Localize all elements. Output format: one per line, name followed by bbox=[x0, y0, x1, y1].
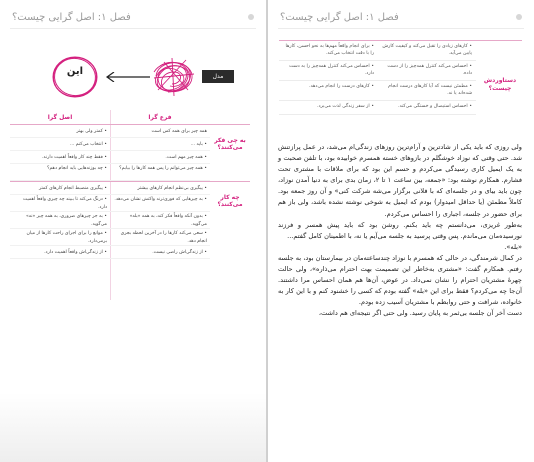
table-cell: • موانع را برای اجرای راحت کارها از میان برمی‌دارد. bbox=[10, 229, 110, 246]
table-cell: • کارهای زیادی را تقبل می‌کند و کیفیت کارش پایین می‌آید. bbox=[382, 44, 472, 56]
table-row bbox=[279, 41, 476, 61]
paragraph: «بله». bbox=[504, 242, 522, 251]
table-cell: • احساس استیصال و خستگی می‌کند. bbox=[398, 104, 472, 109]
scribble-icon bbox=[148, 54, 198, 98]
outcome-table bbox=[279, 40, 522, 115]
left-page-header bbox=[12, 9, 254, 25]
table-section-think bbox=[10, 124, 250, 181]
body-text bbox=[278, 142, 522, 320]
table-cell: • کمتر ولی بهتر bbox=[10, 125, 110, 138]
paragraph: در کمال شرمندگی، در حالی که همسرم با نوزاد چندساعته‌مان در بیمارستان بود، به جلسه رفتم. همکارم گفت: «مشتری به‌خاطر این تصمیمت بهت احترام می‌ذاره»، ولی حالت چهرهٔ مشتریان احترام را نشان نمی‌داد. در عوض، آن‌ها هم همان احساس مرا داشتند. آن‌جا چه می‌کردم؟ فقط برای این «بله» گفته بودم که کسی را خشنود کنم و با این کار به خانواده، شرافت و حتی روابطم با مشتریان آسیب زده بودم. bbox=[277, 253, 522, 307]
table-cell: • فقط چند کار واقعاً اهمیت دارند. bbox=[10, 151, 110, 164]
section-label: به چی فکر می‌کنند؟ bbox=[214, 137, 246, 151]
table-cell: • درنگ می‌کند تا ببیند چه چیزی واقعاً اهمیت دارد. bbox=[10, 195, 110, 212]
table-cell: • احساس می‌کند کنترل همه‌چیز را به دست دارد. bbox=[289, 64, 374, 76]
right-page-title: فصل ۱: اصل گرایی چیست؟ bbox=[280, 11, 399, 23]
arrow-left-icon bbox=[104, 72, 150, 82]
table-row bbox=[279, 61, 476, 81]
table-cell: • پیگیری بی‌نظم انجام کارهای بیشتر bbox=[110, 182, 210, 195]
table-cell: • بدون آنکه واقعاً فکر کند، به همه «بله» می‌گوید. bbox=[110, 212, 210, 229]
table-row bbox=[279, 101, 476, 115]
header-rule bbox=[10, 28, 256, 29]
col-header-essentialist: اصل گرا bbox=[47, 113, 73, 121]
outcome-grid bbox=[279, 41, 476, 115]
table-row bbox=[279, 81, 476, 101]
table-cell: • به چیزهایی که فوری‌ترند واکنش نشان می‌دهد. bbox=[110, 195, 210, 212]
left-page-title: فصل ۱: اصل گرایی چیست؟ bbox=[12, 11, 131, 23]
table-cell: • از زندگی‌اش راضی نیست. bbox=[110, 246, 210, 259]
table-header bbox=[10, 110, 250, 124]
header-rule bbox=[278, 28, 524, 29]
table-cell: • برای انجام واقعاً مهم‌ها به نحو احسن، کارها را با دقت انتخاب می‌کند. bbox=[285, 44, 374, 56]
table-cell: • چه بوزنه‌هایی باید انجام دهم؟ bbox=[10, 164, 110, 181]
comparison-table bbox=[10, 110, 250, 259]
paragraph: دست آخر آن جلسه بی‌ثمر به پایان رسید. ولی حتی اگر نتیجه‌ای هم داشت، bbox=[318, 309, 522, 318]
table-cell: • به جز چیزهای ضروری، به همه چیز «نه» می‌گوید. bbox=[10, 212, 110, 229]
table-column bbox=[110, 182, 210, 259]
table-cell: • انتخاب می‌کنم ... bbox=[10, 138, 110, 151]
table-cell: • همه چیز مهم است. bbox=[110, 151, 210, 164]
table-column bbox=[10, 182, 110, 259]
section-label: دستاوردش چیست؟ bbox=[483, 77, 517, 92]
right-page bbox=[267, 0, 534, 462]
table-cell: • از سفر زندگی لذت می‌برد. bbox=[316, 104, 374, 109]
table-cell: • سعی می‌کند کارها را در آخرین لحظه بجزی انجام دهد. bbox=[110, 229, 210, 246]
table-section-do bbox=[10, 181, 250, 259]
paragraph: ولی روزی که باید یکی از شادترین و آرام‌ترین روزهای زندگی‌ام می‌شد، در عمل پرازتنش شد. حتی وقتی که نوزاد خوشگلم در بازوهای خسته همسرم خوابیده بود، با تلفن صحبت و به یک ایمیل کاری رسیدگی می‌کردم و حسم این بود که برای ملاقات با مشتری تحت فشارم. همکارم نوشته بود: «جمعه، بین ساعت ۱ تا ۲، زمان بدی برای به دنیا آمدن نوزاد، چون باید بیای و در جلسه‌ای که با فلانی برگزار می‌شه شرکت کنی» و آن روز جمعه بود. کاملاً مطمئن (یا حداقل امیدوار) بودم که ایمیل به شوخی نوشته نشده باشد، ولی باز هم برای حضور در جلسه، اجباری را احساس می‌کردم. bbox=[278, 143, 523, 218]
table-cell: • احساس می‌کند کنترل همه‌چیز را از دست داده. bbox=[387, 64, 472, 76]
table-column bbox=[10, 125, 110, 181]
table-cell: همه چیز برای همه کس است bbox=[110, 125, 210, 138]
page-dot-icon bbox=[516, 14, 522, 20]
table-column bbox=[110, 125, 210, 181]
table-cell: • باید ... bbox=[110, 138, 210, 151]
table-cell: • همه چیز می‌توانم را پس همه کارها را بیابم؟ bbox=[110, 164, 210, 181]
right-page-header bbox=[280, 9, 522, 25]
table-cell: • از زندگی‌اش واقعاً اهمیت دارد. bbox=[10, 246, 110, 259]
table-cell: • کارهای درست را انجام می‌دهد. bbox=[308, 84, 374, 89]
section-label: چه کار می‌کنند؟ bbox=[217, 194, 243, 208]
col-header-nonessentialist: فرع گرا bbox=[148, 113, 172, 121]
table-cell: • مطمئن نیست که آیا کارهای درست انجام شده‌اند یا نه. bbox=[388, 84, 472, 96]
paragraph: به‌طور غریزی، می‌دانستم چه باید بکنم. روشن بود که باید پیش همسر و فرزند نورسیده‌مان می‌ماندم. پس وقتی پرسید به جلسه می‌آیم یا نه، با اطمینان کامل گفتم... bbox=[278, 220, 522, 240]
focus-circle-icon bbox=[50, 54, 100, 100]
focus-label: این bbox=[66, 66, 84, 77]
model-tag: مدل bbox=[202, 70, 234, 83]
page-dot-icon bbox=[248, 14, 254, 20]
table-cell: • پیگیری منضبط انجام کارهای کمتر bbox=[10, 182, 110, 195]
